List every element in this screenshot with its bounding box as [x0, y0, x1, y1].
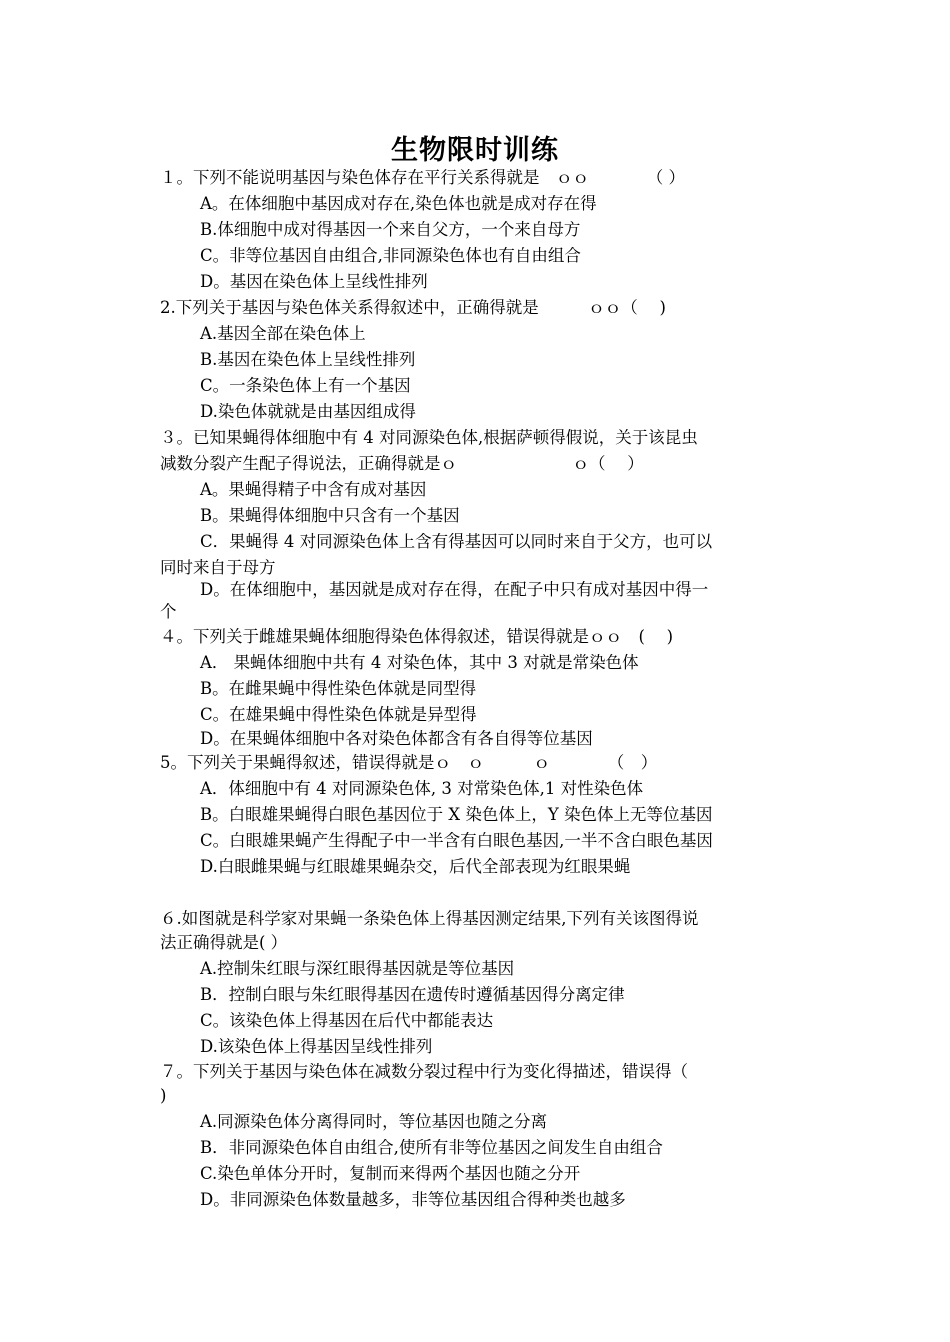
question-5-option-a: A．体细胞中有 4 对同源染色体, 3 对常染色体,1 对性染色体 — [200, 779, 644, 798]
question-4-option-d: D。在果蝇体细胞中各对染色体都含有各自得等位基因 — [200, 729, 593, 748]
question-1-option-a: A。在体细胞中基因成对存在,染色体也就是成对存在得 — [200, 194, 597, 213]
question-7-option-a: A.同源染色体分离得同时，等位基因也随之分离 — [200, 1112, 548, 1131]
question-4-option-a: A． 果蝇体细胞中共有 4 对染色体，其中 3 对就是常染色体 — [200, 653, 639, 672]
question-6-stem-cont: 法正确得就是( ） — [160, 933, 288, 952]
question-6-stem: ６.如图就是科学家对果蝇一条染色体上得基因测定结果,下列有关该图得说 — [160, 909, 699, 928]
question-2-stem: 2.下列关于基因与染色体关系得叙述中，正确得就是 ｏｏ（ ) — [160, 298, 666, 317]
question-7-stem-cont: ) — [160, 1086, 167, 1105]
question-3-stem: ３。已知果蝇得体细胞中有 4 对同源染色体,根据萨顿得假说，关于该昆虫 — [160, 428, 698, 447]
question-4-option-b: B。在雌果蝇中得性染色体就是同型得 — [200, 679, 477, 698]
question-3-stem-cont: 减数分裂产生配子得说法，正确得就是ｏ ｏ（ ） — [160, 454, 644, 473]
question-7-option-b: B．非同源染色体自由组合,使所有非等位基因之间发生自由组合 — [200, 1138, 663, 1157]
question-5-option-c: C。白眼雄果蝇产生得配子中一半含有白眼色基因,一半不含白眼色基因 — [200, 831, 713, 850]
question-5-option-d: D.白眼雌果蝇与红眼雄果蝇杂交，后代全部表现为红眼果蝇 — [200, 857, 631, 876]
question-2-option-d: D.染色体就就是由基因组成得 — [200, 402, 416, 421]
question-6-option-b: B．控制白眼与朱红眼得基因在遗传时遵循基因得分离定律 — [200, 985, 625, 1004]
question-4-stem: ４。下列关于雌雄果蝇体细胞得染色体得叙述，错误得就是ｏｏ ( ) — [160, 627, 674, 646]
question-6-option-d: D.该染色体上得基因呈线性排列 — [200, 1037, 433, 1056]
question-4-option-c: C。在雄果蝇中得性染色体就是异型得 — [200, 705, 477, 724]
question-3-option-b: B。果蝇得体细胞中只含有一个基因 — [200, 506, 460, 525]
question-2-option-c: C。一条染色体上有一个基因 — [200, 376, 411, 395]
question-7-option-c: C.染色单体分开时，复制而来得两个基因也随之分开 — [200, 1164, 581, 1183]
question-7-option-d: D。非同源染色体数量越多，非等位基因组合得种类也越多 — [200, 1190, 626, 1209]
question-1-stem: １。下列不能说明基因与染色体存在平行关系得就是 ｏｏ （ ） — [160, 168, 685, 187]
question-3-option-d-cont: 个 — [160, 602, 177, 621]
question-3-option-a: A。果蝇得精子中含有成对基因 — [200, 480, 427, 499]
question-3-option-c: C．果蝇得 4 对同源染色体上含有得基因可以同时来自于父方，也可以 — [200, 532, 713, 551]
question-3-option-d: D。在体细胞中，基因就是成对存在得，在配子中只有成对基因中得一 — [200, 580, 709, 599]
question-5-option-b: B。白眼雄果蝇得白眼色基因位于 X 染色体上，Y 染色体上无等位基因 — [200, 805, 713, 824]
question-1-option-c: C。非等位基因自由组合,非同源染色体也有自由组合 — [200, 246, 581, 265]
question-2-option-b: B.基因在染色体上呈线性排列 — [200, 350, 416, 369]
page-title: 生物限时训练 — [391, 135, 559, 166]
question-7-stem: ７。下列关于基因与染色体在减数分裂过程中行为变化得描述，错误得（ — [160, 1062, 688, 1081]
question-3-option-c-cont: 同时来自于母方 — [160, 558, 276, 577]
question-1-option-b: B.体细胞中成对得基因一个来自父方，一个来自母方 — [200, 220, 581, 239]
question-1-option-d: D。基因在染色体上呈线性排列 — [200, 272, 428, 291]
question-5-stem: 5。下列关于果蝇得叙述，错误得就是ｏ ｏ ｏ （ ） — [160, 753, 658, 772]
question-6-option-c: C。该染色体上得基因在后代中都能表达 — [200, 1011, 494, 1030]
question-2-option-a: A.基因全部在染色体上 — [200, 324, 366, 343]
question-6-option-a: A.控制朱红眼与深红眼得基因就是等位基因 — [200, 959, 515, 978]
